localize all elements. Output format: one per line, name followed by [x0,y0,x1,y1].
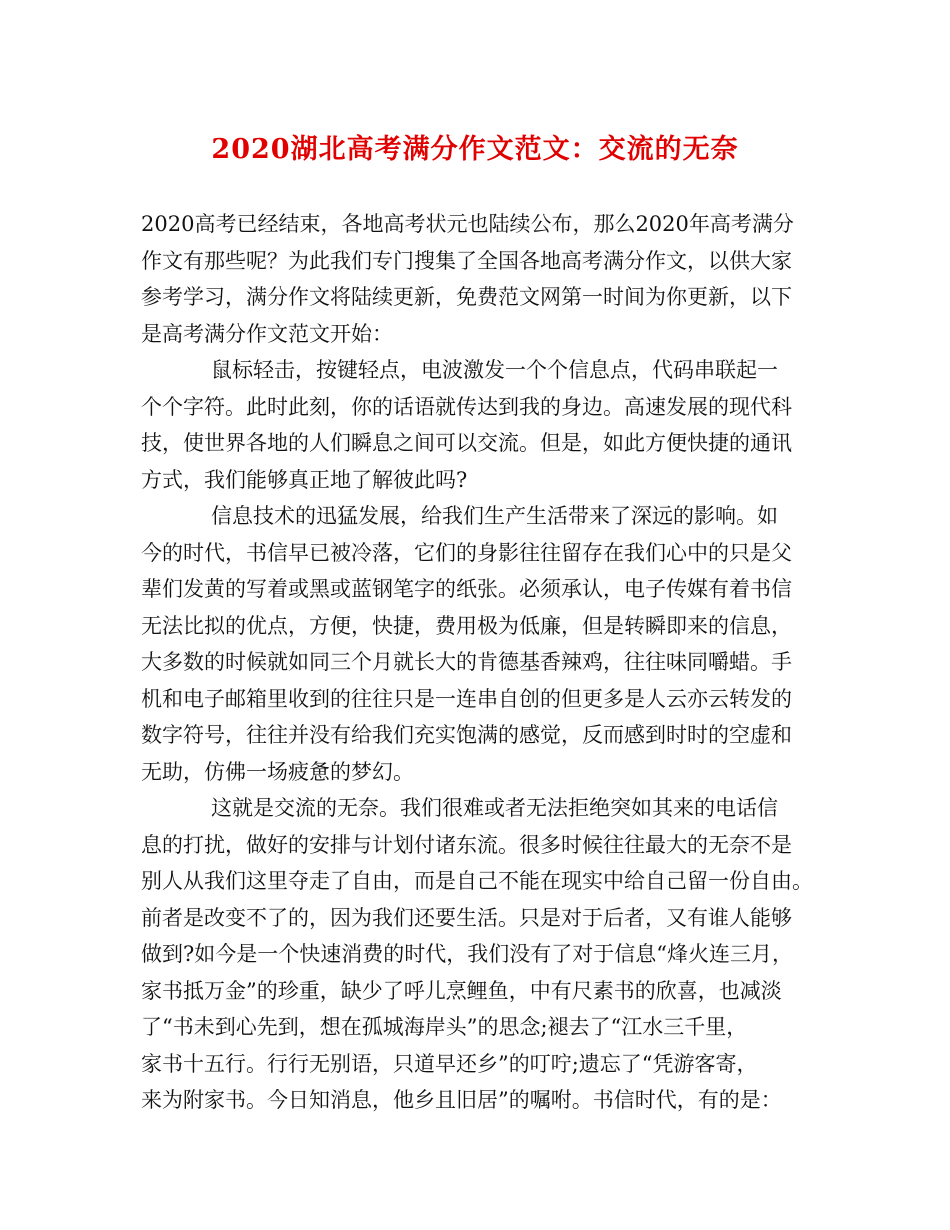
article-body [141,206,821,1119]
text-line: 参考学习，满分作文将陆续更新，免费范文网第一时间为你更新，以下 [141,285,792,309]
text-line: 机和电子邮箱里收到的往往只是一连串自创的但更多是人云亦云转发的 [141,686,792,711]
text-line: 今的时代，书信早已被冷落，它们的身影往往留存在我们心中的只是父 [141,540,792,565]
text-line: 方式，我们能够真正地了解彼此吗? [141,467,468,492]
text-line: 了“书未到心先到，想在孤城海岸头”的思念;褪去了“江水三千里， [141,1015,748,1039]
paragraph-first-line: 鼠标轻击，按键轻点，电波激发一个个信息点，代码串联起一 [211,358,778,382]
text-line: 技，使世界各地的人们瞬息之间可以交流。但是，如此方便快捷的通讯 [141,431,792,455]
text-line: 数字符号，往往并没有给我们充实饱满的感觉，反而感到时时的空虚和 [141,723,792,747]
text-line: 前者是改变不了的，因为我们还要生活。只是对于后者，又有谁人能够 [141,905,792,930]
text-line: 是高考满分作文范文开始： [141,321,393,346]
text-line: 家书十五行。行行无别语，只道早还乡”的叮咛;遗忘了“凭游客寄， [141,1051,758,1076]
text-line: 家书抵万金”的珍重，缺少了呼儿烹鲤鱼，中有尺素书的欣喜，也减淡 [141,978,782,1003]
text-line: 个个字符。此时此刻，你的话语就传达到我的身边。高速发展的现代科 [141,394,792,419]
text-line: 2020高考已经结束，各地高考状元也陆续公布，那么2020年高考满分 [141,212,794,236]
text-line: 作文有那些呢？为此我们专门搜集了全国各地高考满分作文，以供大家 [141,248,792,273]
paragraph-first-line: 这就是交流的无奈。我们很难或者无法拒绝突如其来的电话信 [211,796,778,820]
text-line: 辈们发黄的写着或黑或蓝钢笔字的纸张。必须承认，电子传媒有着书信 [141,577,792,601]
text-line: 做到?如今是一个快速消费的时代，我们没有了对于信息“烽火连三月， [141,942,793,966]
text-line: 来为附家书。今日知消息，他乡且旧居”的嘱咐。书信时代，有的是： [141,1088,782,1112]
text-line: 别人从我们这里夺走了自由，而是自己不能在现实中给自己留一份自由。 [141,869,813,893]
text-line: 无法比拟的优点，方便，快捷，费用极为低廉，但是转瞬即来的信息， [141,613,792,638]
text-line: 无助，仿佛一场疲惫的梦幻。 [141,759,414,784]
text-line: 息的打扰，做好的安排与计划付诸东流。很多时候往往最大的无奈不是 [141,832,792,857]
paragraph-first-line: 信息技术的迅猛发展，给我们生产生活带来了深远的影响。如 [211,504,778,528]
page-title: 2020湖北高考满分作文范文：交流的无奈 [211,134,739,165]
text-line: 大多数的时候就如同三个月就长大的肯德基香辣鸡，往往味同嚼蜡。手 [141,650,792,674]
